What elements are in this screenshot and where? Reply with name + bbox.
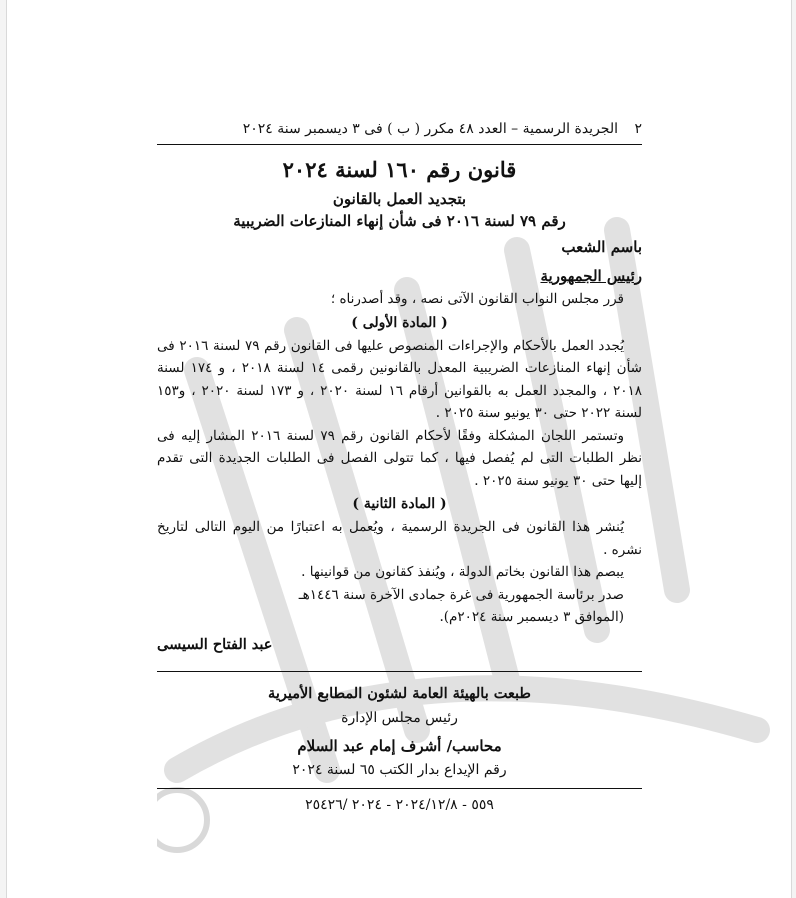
article-2-paragraph-1: يُنشر هذا القانون فى الجريدة الرسمية ، ويُعمل به اعتبارًا من اليوم التالى لتاريخ نشره . bbox=[157, 519, 642, 558]
president-heading: رئيس الجمهورية bbox=[540, 267, 642, 285]
seal-line: يبصم هذا القانون بخاتم الدولة ، ويُنفذ كقانون من قوانينها . bbox=[301, 564, 624, 580]
law-subtitle: بتجديد العمل بالقانون bbox=[332, 190, 467, 208]
preamble: قرر مجلس النواب القانون الآتى نصه ، وقد أصدرناه ؛ bbox=[330, 291, 624, 307]
footer-rule-2 bbox=[157, 788, 642, 789]
chairman-title: رئيس مجلس الإدارة bbox=[341, 709, 458, 726]
signature: عبد الفتاح السيسى bbox=[157, 635, 273, 653]
issued-line: صدر برئاسة الجمهورية فى غرة جمادى الآخرة سنة ١٤٤٦هـ bbox=[298, 586, 624, 603]
corresponding-date: (الموافق ٣ ديسمبر سنة ٢٠٢٤م). bbox=[439, 609, 624, 625]
page-number: ٢ bbox=[634, 121, 642, 137]
article-2-heading: ( المادة الثانية ) bbox=[352, 496, 447, 512]
in-the-name-of-people: باسم الشعب bbox=[561, 238, 642, 256]
law-title: قانون رقم ١٦٠ لسنة ٢٠٢٤ bbox=[282, 157, 517, 182]
running-header bbox=[157, 118, 642, 140]
law-subtitle-2: رقم ٧٩ لسنة ٢٠١٦ فى شأن إنهاء المنازعات الضريبية bbox=[233, 212, 566, 230]
header-rule bbox=[157, 144, 642, 145]
running-title: الجريدة الرسمية – العدد ٤٨ مكرر ( ب ) فى ٣ ديسمبر سنة ٢٠٢٤ bbox=[242, 121, 618, 137]
article-1-paragraph-2: وتستمر اللجان المشكلة وفقًا لأحكام القانون رقم ٧٩ لسنة ٢٠١٦ المشار إليه فى نظر الطلبات التى لم يُفصل فيها ، كما تتولى الفصل فى الطلبات الجديدة التى تقدم إليها حتى ٣٠ يونيو سنة ٢٠٢٥ . bbox=[157, 427, 642, 489]
article-1-heading: ( المادة الأولى ) bbox=[351, 314, 448, 331]
printer-line: طبعت بالهيئة العامة لشئون المطابع الأميرية bbox=[268, 684, 531, 702]
chairman-name: محاسب/ أشرف إمام عبد السلام bbox=[297, 736, 502, 755]
document-page bbox=[6, 0, 792, 898]
print-code: ٥٥٩ - ٢٠٢٤/١٢/٨ - ٢٠٢٤ /٢٥٤٢٦ bbox=[305, 796, 494, 813]
deposit-number: رقم الإيداع بدار الكتب ٦٥ لسنة ٢٠٢٤ bbox=[292, 761, 507, 778]
document-body bbox=[157, 118, 642, 817]
footer-rule bbox=[157, 671, 642, 672]
article-1-paragraph-1: يُجدد العمل بالأحكام والإجراءات المنصوص عليها فى القانون رقم ٧٩ لسنة ٢٠١٦ فى شأن إنهاء المنازعات الضريبية المعدل بالقانونين رقمى ١٤ لسنة ٢٠١٨ ، و ١٧٤ لسنة ٢٠١٨ ، والمجدد العمل به بالقوانين أرقام ١٦ لسنة ٢٠٢٠ ، و ١٧٣ لسنة ٢٠٢٠ ، و١٥٣ لسنة ٢٠٢٢ حتى ٣٠ يونيو سنة ٢٠٢٥ . bbox=[157, 337, 642, 421]
